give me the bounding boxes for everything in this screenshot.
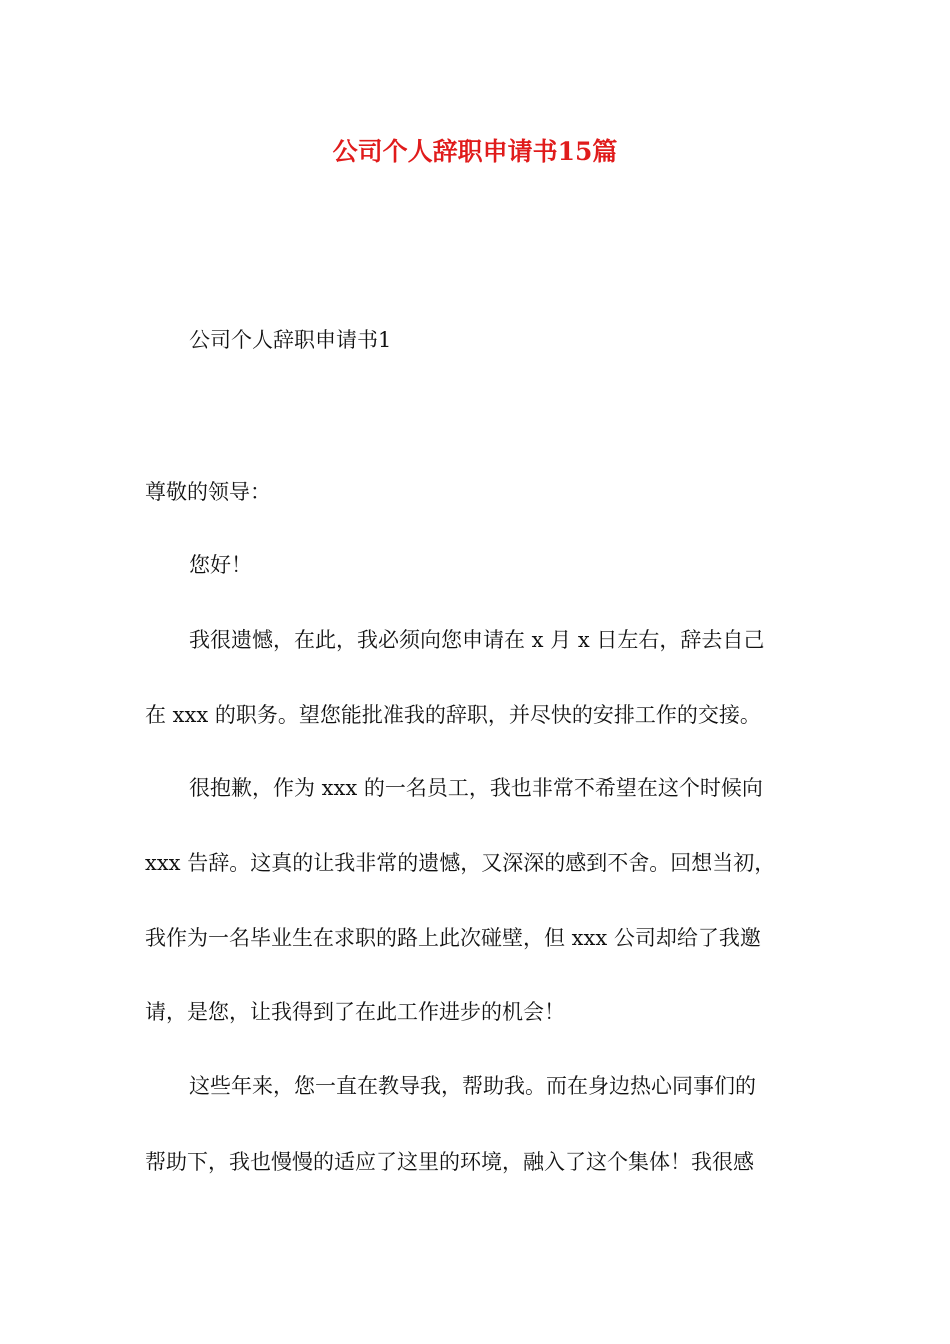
body-line: 在 xxx 的职务。望您能批准我的辞职，并尽快的安排工作的交接。 [145, 703, 761, 727]
salutation: 尊敬的领导： [145, 480, 271, 504]
body-line: 请，是您，让我得到了在此工作进步的机会！ [145, 1000, 565, 1024]
body-line: 很抱歉，作为 xxx 的一名员工，我也非常不希望在这个时候向 [189, 776, 763, 800]
section-heading: 公司个人辞职申请书1 [189, 328, 392, 352]
body-line: 我很遗憾，在此，我必须向您申请在 x 月 x 日左右，辞去自己 [189, 628, 765, 652]
body-line: 帮助下，我也慢慢的适应了这里的环境，融入了这个集体！我很感 [145, 1150, 754, 1174]
greeting: 您好！ [189, 553, 252, 577]
body-line: xxx 告辞。这真的让我非常的遗憾，又深深的感到不舍。回想当初， [145, 851, 776, 875]
body-line: 我作为一名毕业生在求职的路上此次碰壁，但 xxx 公司却给了我邀 [145, 926, 761, 950]
body-line: 这些年来，您一直在教导我，帮助我。而在身边热心同事们的 [189, 1074, 756, 1098]
document-title: 公司个人辞职申请书15篇 [332, 137, 618, 166]
